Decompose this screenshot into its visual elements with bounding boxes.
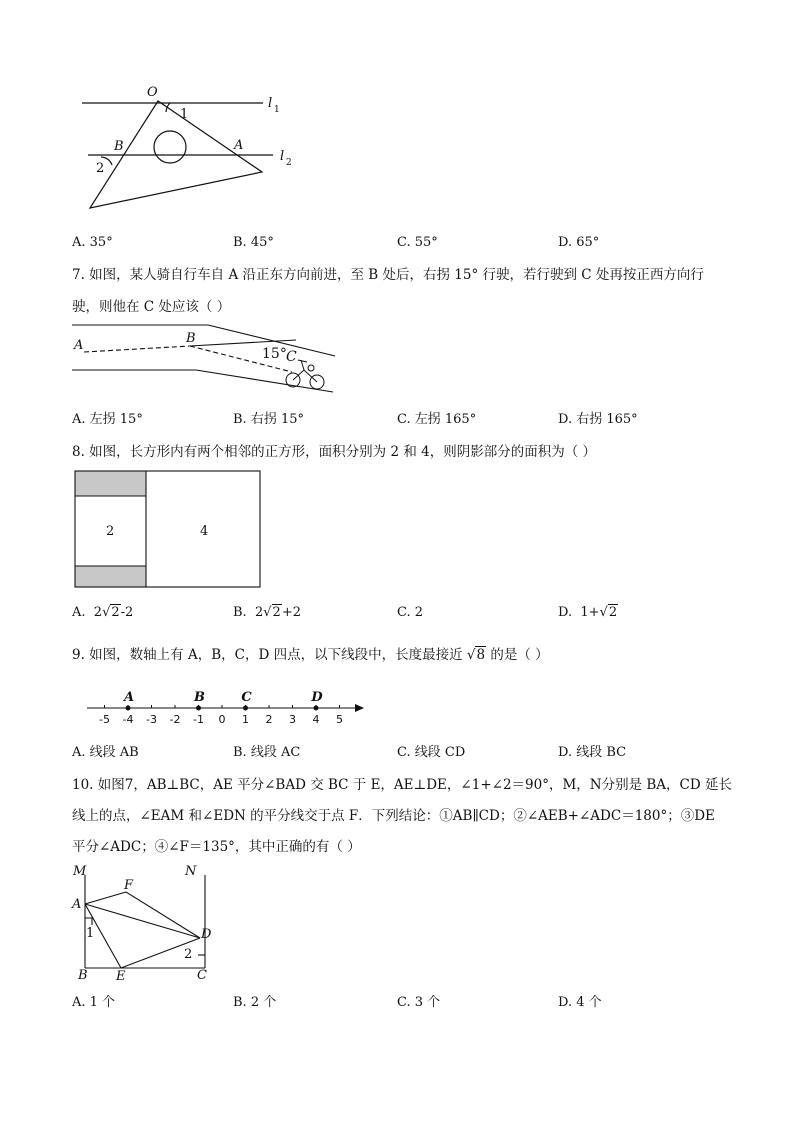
q10-text-line1: 10. 如图7，AB⊥BC，AE 平分∠BAD 交 BC 于 E，AE⊥DE，∠1+∠2＝90°，M，N分别是 BA，CD 延长 <box>72 777 732 793</box>
number-line-label-d: D <box>311 690 323 705</box>
q7-label-c: C <box>286 349 297 365</box>
q10-option-c[interactable]: C. 3 个 <box>397 995 441 1010</box>
number-line-tick-label: 3 <box>289 713 296 726</box>
q10-label-angle1: 1 <box>86 926 95 941</box>
q10-label-d: D <box>201 927 212 942</box>
q10-option-d[interactable]: D. 4 个 <box>558 995 602 1010</box>
q9-option-c[interactable]: C. 线段 CD <box>397 745 466 760</box>
q7-label-a: A <box>74 338 84 353</box>
q10-option-b[interactable]: B. 2 个 <box>233 995 277 1010</box>
q10-label-a: A <box>72 897 82 912</box>
sqrt-symbol: √8 <box>466 647 486 663</box>
q9-option-d[interactable]: D. 线段 BC <box>558 745 627 760</box>
number-line-tick-label: 4 <box>312 713 320 726</box>
sqrt-symbol: √2 <box>599 605 618 620</box>
q10-option-a[interactable]: A. 1 个 <box>72 995 116 1010</box>
q6-label-angle1: 1 <box>180 107 189 122</box>
q10-label-e: E <box>116 969 126 984</box>
q6-label-l2-sub: 2 <box>286 158 292 168</box>
q10-label-n: N <box>185 864 197 879</box>
q10-text-line2: 线上的点，∠EAM 和∠EDN 的平分线交于点 F．下列结论：①AB∥CD；②∠AEB+∠ADC＝180°；③DE <box>72 808 715 824</box>
q10-label-f: F <box>124 878 134 893</box>
number-line-label-b: B <box>194 690 205 705</box>
q6-label-l2: l <box>280 149 285 164</box>
q10-label-b: B <box>78 968 88 983</box>
q6-option-c[interactable]: C. 55° <box>397 235 438 250</box>
sqrt-symbol: √2 <box>263 605 281 620</box>
q7-text-line2: 驶，则他在 C 处应该（ ） <box>72 299 231 315</box>
q9-option-b[interactable]: B. 线段 AC <box>233 745 301 760</box>
q8-option-c[interactable]: C. 2 <box>397 605 424 620</box>
number-line-label-a: A <box>123 690 135 705</box>
q7-option-a[interactable]: A. 左拐 15° <box>72 412 143 427</box>
q6-label-o: O <box>147 85 158 100</box>
number-line-tick-label: 2 <box>265 713 273 726</box>
q8-text-line1: 8. 如图，长方形内有两个相邻的正方形，面积分别为 2 和 4，则阴影部分的面积为（ ） <box>72 444 597 460</box>
q7-label-angle: 15° <box>262 346 287 362</box>
q8-option-b[interactable]: B. 2√2+2 <box>233 605 301 620</box>
number-line-tick-label: 5 <box>336 713 343 726</box>
number-line-tick-label: -5 <box>99 713 110 726</box>
q9-text-line1: 9. 如图，数轴上有 A，B，C，D 四点，以下线段中，长度最接近 √8 的是（ ） <box>72 647 549 663</box>
q8-option-a[interactable]: A. 2√2-2 <box>72 605 134 620</box>
q8-option-d[interactable]: D. 1+√2 <box>558 605 618 620</box>
number-line-tick-label: -4 <box>122 713 134 726</box>
number-line-label-c: C <box>241 690 252 705</box>
q9-option-a[interactable]: A. 线段 AB <box>72 745 139 760</box>
q6-label-a: A <box>234 138 244 153</box>
q10-label-c: C <box>197 968 207 983</box>
q7-option-d[interactable]: D. 右拐 165° <box>558 412 638 427</box>
q6-label-b: B <box>114 139 124 154</box>
q6-option-d[interactable]: D. 65° <box>558 235 600 250</box>
number-line-tick-label: -1 <box>193 713 204 726</box>
q7-text-line1: 7. 如图，某人骑自行车自 A 沿正东方向前进，至 B 处后，右拐 15° 行驶，若行驶到 C 处再按正西方向行 <box>72 267 704 283</box>
q6-label-angle2: 2 <box>96 161 105 176</box>
q10-text-line3: 平分∠ADC；④∠F＝135°，其中正确的有（ ） <box>72 839 361 855</box>
q7-option-c[interactable]: C. 左拐 165° <box>397 412 477 427</box>
number-line-tick-label: 1 <box>242 713 249 726</box>
q6-option-a[interactable]: A. 35° <box>72 235 113 250</box>
number-line-tick-label: 0 <box>218 713 226 726</box>
q6-label-l1-sub: 1 <box>274 105 280 115</box>
q10-label-angle2: 2 <box>184 947 193 962</box>
q6-label-l1: l <box>268 96 273 111</box>
q6-option-b[interactable]: B. 45° <box>233 235 274 250</box>
q7-label-b: B <box>186 331 196 346</box>
q8-label-small-square: 2 <box>106 524 115 539</box>
number-line-tick-label: -2 <box>169 713 181 726</box>
number-line-tick-label: -3 <box>146 713 157 726</box>
q8-label-large-square: 4 <box>200 524 209 539</box>
q10-label-m: M <box>73 864 87 879</box>
q7-option-b[interactable]: B. 右拐 15° <box>233 412 304 427</box>
sqrt-symbol: √2 <box>102 605 120 620</box>
